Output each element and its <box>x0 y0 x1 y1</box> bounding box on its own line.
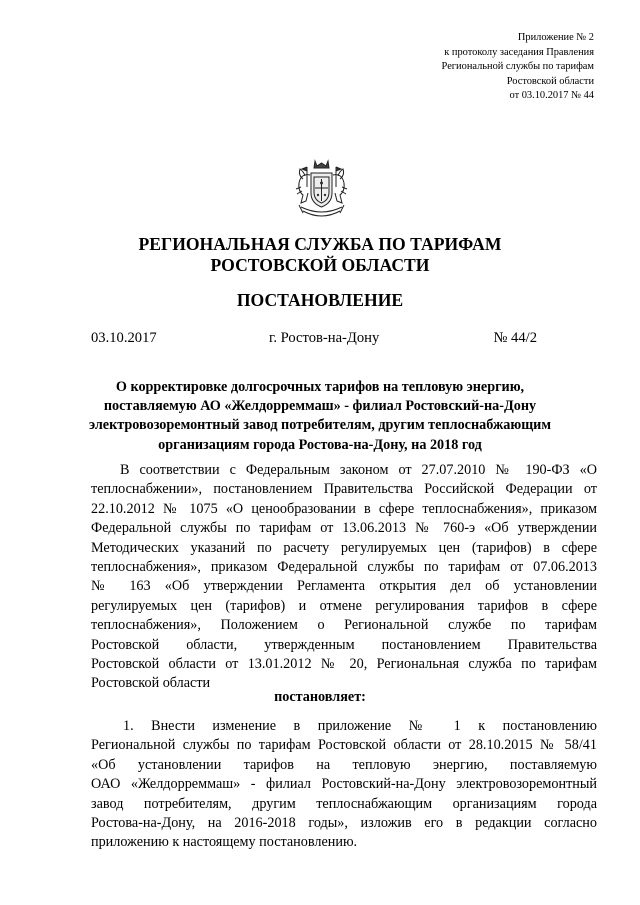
subject-line: О корректировке долгосрочных тарифов на тепловую энергию, <box>115 379 525 395</box>
appendix-line: Ростовской области <box>506 75 594 87</box>
agency-name-line: РЕГИОНАЛЬНАЯ СЛУЖБА ПО ТАРИФАМ <box>138 234 502 254</box>
paragraph-line: теплоснабжении», постановлением Правительства Российской Федерации от <box>91 481 597 498</box>
paragraph-line: Методических указаний по расчету регулируемых цен (тарифов) в сфере <box>91 539 597 556</box>
paragraph-line: завод потребителям, другим теплоснабжающим организациям города <box>91 795 597 812</box>
paragraph-line: ОАО «Желдорреммаш» - филиал Ростовский-на-Дону электровозоремонтный <box>91 776 597 793</box>
paragraph-line: В соответствии с Федеральным законом от 27.07.2010 № 190-ФЗ «О <box>120 462 597 478</box>
document-city: г. Ростов-на-Дону <box>269 330 380 346</box>
paragraph-line: Ростовской области <box>91 675 211 692</box>
subject-line: поставляемую АО «Желдорреммаш» - филиал Ростовский-на-Дону <box>103 398 537 415</box>
paragraph-line: теплоснабжения», приказом Федеральной службы по тарифам от 07.06.2013 <box>91 558 597 575</box>
appendix-line: Приложение № 2 <box>517 32 594 43</box>
paragraph-line: 22.10.2012 № 1075 «О ценообразовании в сфере теплоснабжения», приказом <box>91 500 597 517</box>
agency-name <box>0 234 640 276</box>
preamble-paragraph <box>91 461 597 694</box>
paragraph-line: 1. Внести изменение в приложение № 1 к постановлению <box>123 718 597 734</box>
appendix-line: Региональной службы по тарифам <box>441 61 594 73</box>
paragraph-line: Ростовской области, утвержденным постановлением Правительства <box>91 636 597 653</box>
appendix-line: к протоколу заседания Правления <box>444 46 594 58</box>
paragraph-line: теплоснабжения», Положением о Региональной службе по тарифам <box>91 617 597 634</box>
paragraph-line: приложению к настоящему постановлению. <box>91 834 358 851</box>
document-type-heading: ПОСТАНОВЛЕНИЕ <box>236 290 404 310</box>
paragraph-line: Федеральной службы по тарифам от 13.06.2013 № 760-э «Об утверждении <box>91 520 597 537</box>
item-1-paragraph <box>91 717 597 853</box>
resolves-heading: постановляет: <box>274 689 366 705</box>
appendix-line: от 03.10.2017 № 44 <box>509 90 594 102</box>
paragraph-line: Ростовской области от 13.01.2012 № 20, Региональная служба по тарифам <box>91 655 597 672</box>
document-meta <box>91 328 537 348</box>
paragraph-line: регулируемых цен (тарифов) и отмене регулирования тарифов в сфере <box>91 597 597 614</box>
paragraph-line: «Об установлении тарифов на тепловую энергию, поставляемую <box>91 756 597 773</box>
paragraph-line: Ростова-на-Дону, на 2016-2018 годы», изложив его в редакции согласно <box>91 814 597 831</box>
document-subject <box>60 378 580 455</box>
subject-line: электровозоремонтный завод потребителям, другим теплоснабжающим <box>88 417 552 434</box>
subject-line: организациям города Ростова-на-Дону, на 2018 год <box>158 436 482 453</box>
paragraph-line: Региональной службы по тарифам Ростовской области от 28.10.2015 № 58/41 <box>91 737 597 754</box>
appendix-note <box>442 31 594 104</box>
paragraph-line: № 163 «Об утверждении Регламента открытия дел об установлении <box>91 578 597 595</box>
agency-name-line: РОСТОВСКОЙ ОБЛАСТИ <box>210 255 430 275</box>
document-date: 03.10.2017 <box>91 330 157 346</box>
document-number: № 44/2 <box>493 330 537 346</box>
coat-of-arms-icon <box>293 157 350 224</box>
